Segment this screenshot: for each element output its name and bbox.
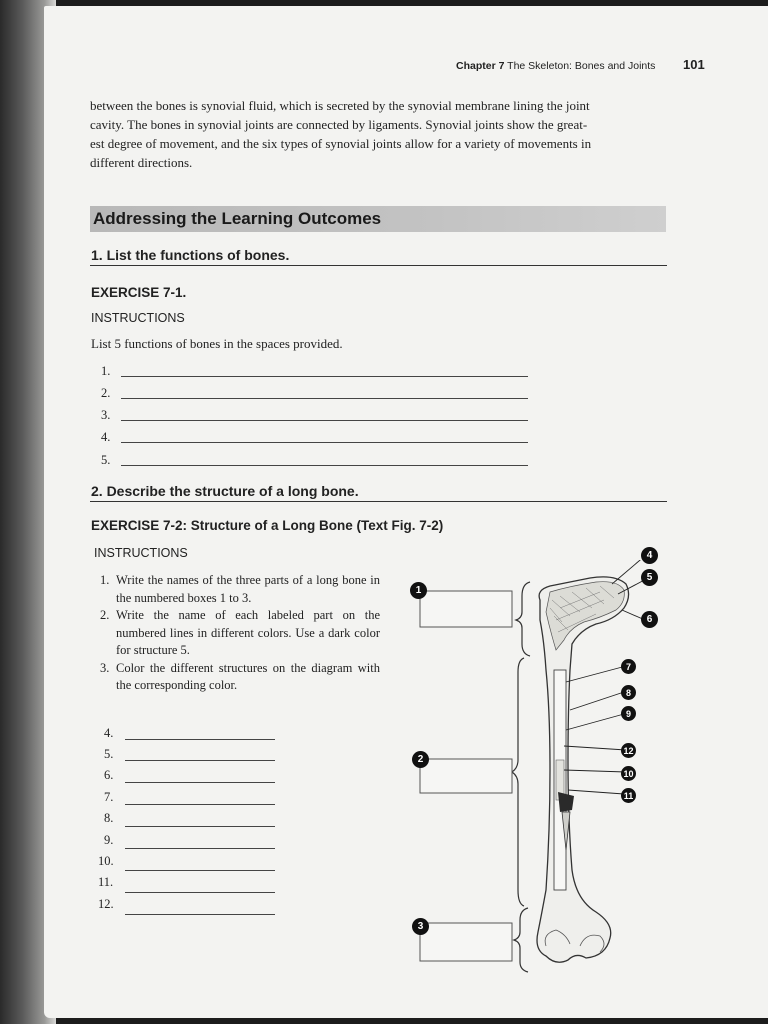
exercise-7-1-title: EXERCISE 7-1.: [91, 285, 187, 300]
epiphysis-brace: [516, 582, 530, 656]
exercise-7-1-instruction: List 5 functions of bones in the spaces provided.: [91, 336, 343, 351]
instruction-text: Color the different structures on the diagram with the corresponding color.: [116, 660, 380, 692]
blank-number: 6.: [104, 768, 114, 782]
blank-number: 4.: [104, 726, 114, 740]
instruction-number: 2.: [100, 608, 110, 622]
badge-12: 12: [621, 743, 636, 758]
answer-line[interactable]: [125, 760, 275, 761]
instruction-text: Write the names of the three parts of a long bone in the numbered boxes 1 to 3.: [116, 573, 380, 605]
label-box-1[interactable]: [420, 591, 512, 627]
intro-paragraph: [90, 96, 668, 172]
running-head: [456, 60, 655, 72]
badge-2: 2: [412, 751, 429, 768]
badge-9: 9: [621, 706, 636, 721]
label-box-2[interactable]: [420, 759, 512, 793]
badge-1: 1: [410, 582, 427, 599]
badge-8: 8: [621, 685, 636, 700]
intro-line: est degree of movement, and the six types of synovial joints allow for a variety of movements in: [90, 136, 592, 151]
blank-number: 12.: [98, 897, 114, 911]
answer-line[interactable]: [121, 465, 528, 466]
blank-number: 5.: [104, 747, 114, 761]
answer-line[interactable]: [125, 870, 275, 871]
answer-line[interactable]: [125, 782, 275, 783]
badge-10: 10: [621, 766, 636, 781]
badge-5: 5: [641, 569, 658, 586]
answer-line[interactable]: [125, 804, 275, 805]
chapter-title: The Skeleton: Bones and Joints: [507, 60, 656, 72]
intro-line: between the bones is synovial fluid, which is secreted by the synovial membrane lining the joint: [90, 98, 590, 113]
badge-4: 4: [641, 547, 658, 564]
instruction-text: Write the name of each labeled part on the numbered lines in different colors. Use a dark color for structure 5.: [116, 608, 380, 657]
section-heading: Addressing the Learning Outcomes: [93, 209, 382, 228]
outcome-1-heading: 1. List the functions of bones.: [91, 247, 290, 263]
blank-number: 7.: [104, 790, 114, 804]
badge-3: 3: [412, 918, 429, 935]
badge-11: 11: [621, 788, 636, 803]
periosteum-flap: [558, 792, 574, 812]
blank-number: 2.: [101, 386, 111, 400]
badge-7: 7: [621, 659, 636, 674]
instruction-item: [98, 660, 380, 695]
outcome-2-rule: [90, 501, 667, 502]
label-box-3[interactable]: [420, 923, 512, 961]
blank-number: 9.: [104, 833, 114, 847]
answer-line[interactable]: [121, 442, 528, 443]
page-number: 101: [683, 57, 705, 72]
blank-number: 3.: [101, 408, 111, 422]
answer-line[interactable]: [125, 848, 275, 849]
answer-line[interactable]: [125, 914, 275, 915]
blank-number: 8.: [104, 811, 114, 825]
blank-number: 5.: [101, 453, 111, 467]
blank-number: 1.: [101, 364, 111, 378]
blank-number: 11.: [98, 875, 114, 889]
answer-line[interactable]: [121, 376, 528, 377]
distal-epiphysis-brace: [514, 908, 528, 972]
chapter-label: Chapter 7: [456, 60, 505, 72]
answer-line[interactable]: [125, 892, 275, 893]
exercise-7-2-instructions-label: INSTRUCTIONS: [94, 546, 188, 560]
exercise-7-2-instructions: [98, 572, 380, 695]
answer-line[interactable]: [121, 420, 528, 421]
outcome-2-heading: 2. Describe the structure of a long bone.: [91, 483, 359, 499]
instruction-item: [98, 572, 380, 607]
blank-number: 4.: [101, 430, 111, 444]
badge-6: 6: [641, 611, 658, 628]
instruction-item: [98, 607, 380, 660]
intro-line: cavity. The bones in synovial joints are connected by ligaments. Synovial joints show the great-: [90, 117, 588, 132]
outcome-1-rule: [90, 265, 667, 266]
instruction-number: 3.: [100, 660, 110, 675]
answer-line[interactable]: [121, 398, 528, 399]
diaphysis-brace: [512, 658, 524, 906]
instruction-number: 1.: [100, 573, 110, 587]
femur-outline: [537, 577, 629, 962]
blank-number: 10.: [98, 854, 114, 868]
answer-line[interactable]: [125, 826, 275, 827]
answer-line[interactable]: [125, 739, 275, 740]
exercise-7-2-title: EXERCISE 7-2: Structure of a Long Bone (Text Fig. 7-2): [91, 518, 444, 533]
exercise-7-1-instructions-label: INSTRUCTIONS: [91, 311, 185, 325]
intro-line: different directions.: [90, 155, 193, 170]
